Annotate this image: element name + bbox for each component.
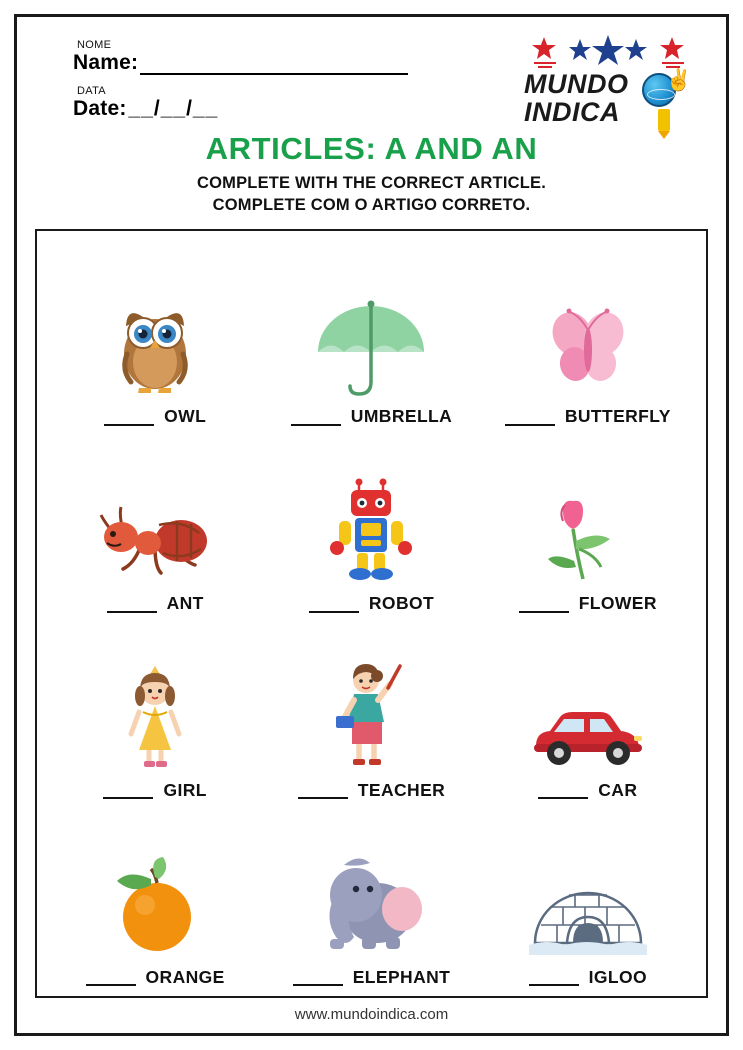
umbrella-icon <box>306 288 436 396</box>
exercise-item <box>263 617 479 804</box>
car-icon <box>523 662 653 770</box>
brand-logo-text <box>524 71 629 126</box>
stars-decoration-icon <box>530 35 686 69</box>
date-field-block <box>73 85 218 121</box>
article-blank[interactable] <box>538 785 588 799</box>
exercise-word: ANT <box>166 593 204 613</box>
answer-row <box>291 408 452 426</box>
exercise-item <box>480 803 696 990</box>
name-small-label: NOME <box>77 39 112 51</box>
exercise-word: ORANGE <box>145 966 225 987</box>
exercise-word: ELEPHANT <box>352 966 451 987</box>
owl-icon <box>90 288 220 396</box>
exercise-word: BUTTERFLY <box>564 406 671 427</box>
pencil-icon <box>658 109 670 131</box>
article-blank[interactable] <box>519 599 569 613</box>
brand-line-2: INDICA <box>524 96 620 127</box>
orange-icon <box>90 849 220 957</box>
exercise-item <box>263 243 479 430</box>
exercise-word: IGLOO <box>588 966 648 987</box>
exercise-word: FLOWER <box>578 593 657 613</box>
article-blank[interactable] <box>291 412 341 426</box>
exercise-word: UMBRELLA <box>350 406 453 427</box>
exercise-word: ROBOT <box>368 593 435 613</box>
answer-row <box>107 595 204 613</box>
instruction-pt: COMPLETE COM O ARTIGO CORRETO. <box>212 196 531 214</box>
article-blank[interactable] <box>529 972 579 986</box>
worksheet-header <box>35 27 708 127</box>
ant-icon <box>90 475 220 583</box>
exercise-item <box>480 430 696 617</box>
exercise-item <box>47 243 263 430</box>
name-input-line[interactable] <box>140 56 408 75</box>
answer-row <box>104 408 206 426</box>
page-title: ARTICLES: A AND AN <box>205 131 538 166</box>
answer-row <box>293 966 451 987</box>
name-field-block <box>73 39 408 75</box>
article-blank[interactable] <box>309 599 359 613</box>
exercise-word: OWL <box>164 406 207 427</box>
article-blank[interactable] <box>104 412 154 426</box>
exercise-grid <box>35 229 708 998</box>
exercise-word: CAR <box>598 779 638 800</box>
exercise-word: TEACHER <box>357 779 446 800</box>
exercise-item <box>480 243 696 430</box>
article-blank[interactable] <box>86 972 136 986</box>
flower-icon <box>523 475 653 583</box>
worksheet-frame <box>14 14 729 1036</box>
girl-icon <box>90 662 220 770</box>
answer-row <box>298 779 446 800</box>
answer-row <box>505 408 671 426</box>
hand-peace-icon: ✌ <box>665 69 692 92</box>
exercise-item <box>480 617 696 804</box>
exercise-item <box>263 430 479 617</box>
answer-row <box>529 966 648 987</box>
answer-row <box>86 966 225 987</box>
elephant-icon <box>306 849 436 957</box>
answer-row <box>519 595 657 613</box>
answer-row <box>538 779 638 800</box>
article-blank[interactable] <box>298 785 348 799</box>
article-blank[interactable] <box>505 412 555 426</box>
name-label: Name: <box>73 51 139 74</box>
teacher-icon <box>306 662 436 770</box>
butterfly-icon <box>523 288 653 396</box>
answer-row <box>103 779 207 800</box>
brand-logo <box>518 33 698 141</box>
igloo-icon <box>523 849 653 957</box>
instruction-en: COMPLETE WITH THE CORRECT ARTICLE. <box>196 174 546 192</box>
brand-line-1: MUNDO <box>524 69 629 99</box>
robot-icon <box>306 475 436 583</box>
article-blank[interactable] <box>107 599 157 613</box>
article-blank[interactable] <box>103 785 153 799</box>
exercise-item <box>47 430 263 617</box>
date-label: Date: <box>73 97 127 120</box>
date-input-slots[interactable]: __/__/__ <box>128 97 219 120</box>
exercise-word: GIRL <box>163 779 207 800</box>
title-block <box>35 131 708 215</box>
date-small-label: DATA <box>77 85 106 97</box>
exercise-item <box>47 617 263 804</box>
answer-row <box>309 595 434 613</box>
article-blank[interactable] <box>293 972 343 986</box>
exercise-item <box>263 803 479 990</box>
footer-url: www.mundoindica.com <box>294 1006 449 1023</box>
exercise-item <box>47 803 263 990</box>
